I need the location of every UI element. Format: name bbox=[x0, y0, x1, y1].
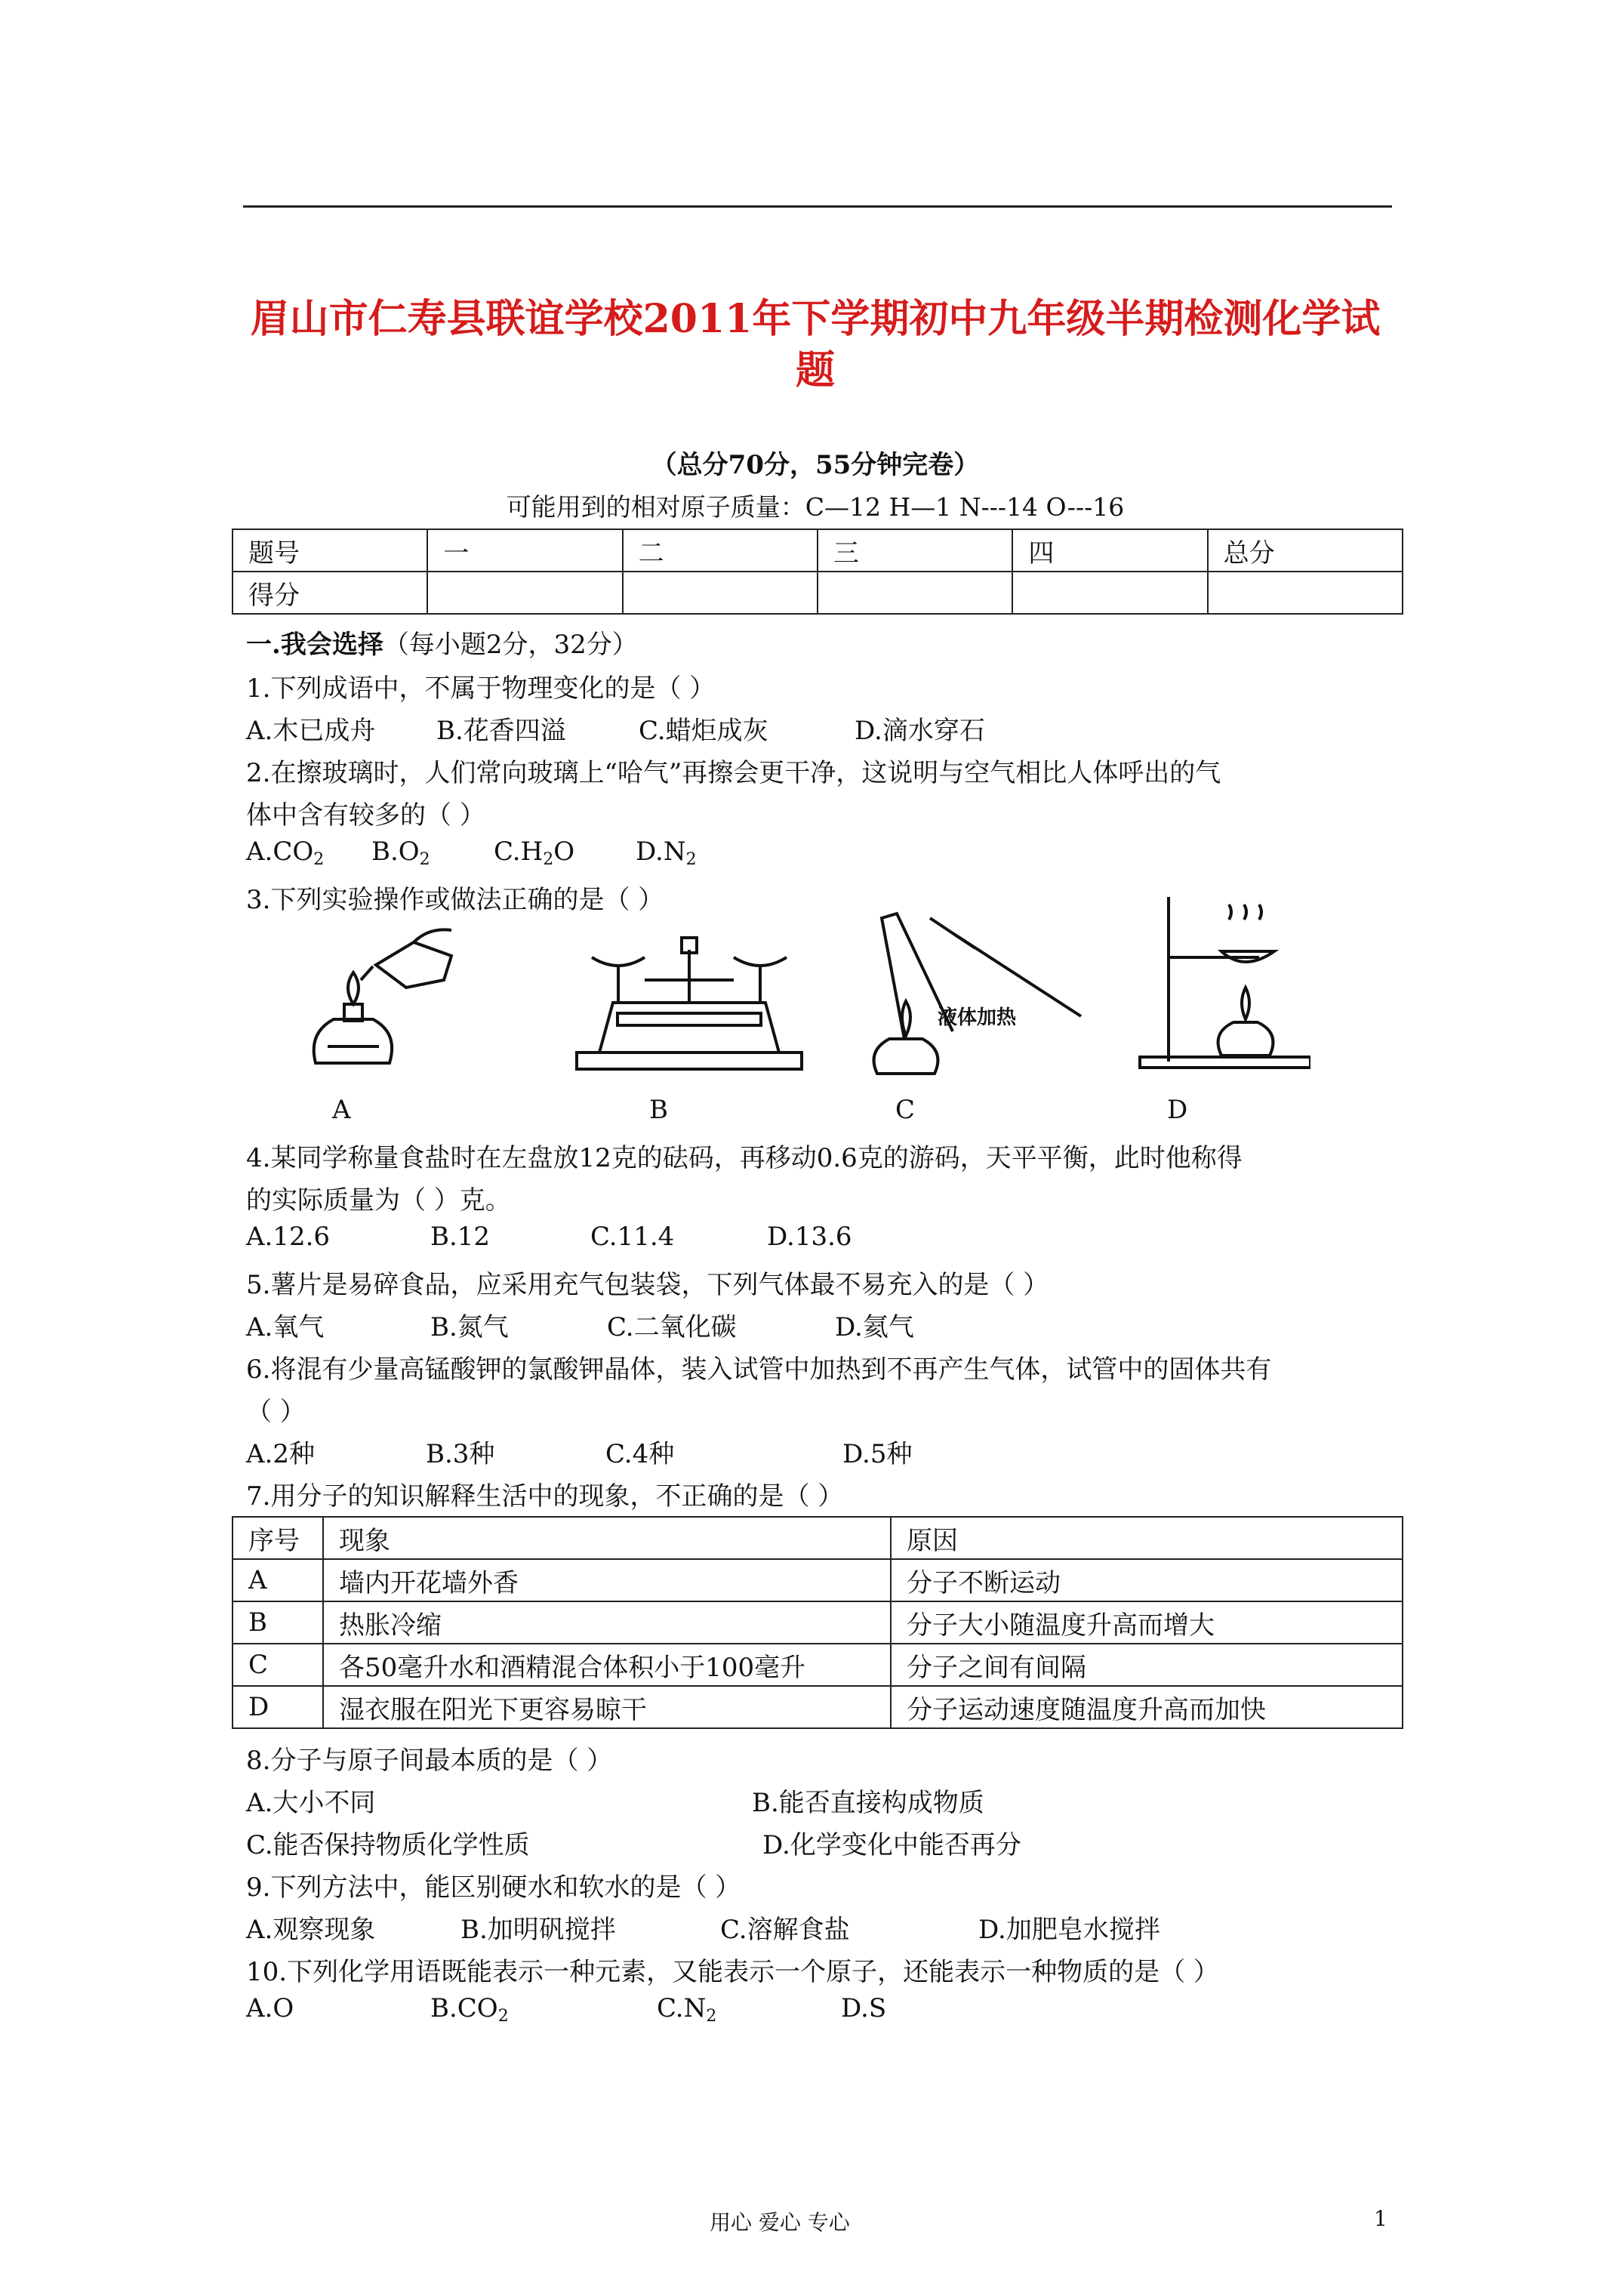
question-2-cont: 体中含有较多的（ ） bbox=[246, 800, 485, 831]
liquid-heating-figure-c bbox=[862, 903, 1089, 1081]
exam-info: （总分70分，55分钟完卷） bbox=[651, 450, 980, 480]
option[interactable]: B.3种 bbox=[426, 1439, 495, 1469]
option[interactable]: D.5种 bbox=[842, 1439, 913, 1469]
option[interactable] bbox=[657, 1993, 716, 2026]
score-table bbox=[232, 529, 1403, 615]
option[interactable]: B.能否直接构成物质 bbox=[752, 1788, 984, 1818]
score-input[interactable] bbox=[1208, 572, 1403, 614]
cell: 二 bbox=[623, 529, 818, 572]
score-input[interactable] bbox=[818, 572, 1012, 614]
q6-options bbox=[246, 1433, 1378, 1469]
option[interactable] bbox=[371, 837, 430, 869]
option[interactable] bbox=[494, 837, 574, 869]
cell: 总分 bbox=[1208, 529, 1403, 572]
cell: 分子运动速度随温度升高而加快 bbox=[891, 1686, 1403, 1728]
cell: B bbox=[233, 1601, 323, 1644]
cell: 四 bbox=[1012, 529, 1207, 572]
option[interactable]: C.4种 bbox=[605, 1439, 675, 1469]
cell: 三 bbox=[818, 529, 1012, 572]
question-1: 1.下列成语中，不属于物理变化的是（ ） bbox=[246, 673, 716, 704]
question-4-cont: 的实际质量为（ ）克。 bbox=[246, 1185, 511, 1216]
option[interactable]: A.2种 bbox=[246, 1439, 315, 1469]
page-number: 1 bbox=[1374, 2206, 1387, 2231]
option-text: A.CO bbox=[246, 837, 314, 867]
question-3: 3.下列实验操作或做法正确的是（ ） bbox=[246, 885, 664, 915]
table-row[interactable] bbox=[233, 1686, 1403, 1728]
option[interactable]: A.观察现象 bbox=[246, 1915, 376, 1945]
subscript: 2 bbox=[685, 850, 697, 869]
cell: C bbox=[233, 1644, 323, 1686]
option[interactable]: A.木已成舟 bbox=[246, 716, 376, 746]
option[interactable]: D.加肥皂水搅拌 bbox=[978, 1915, 1160, 1945]
question-5: 5.薯片是易碎食品，应采用充气包装袋，下列气体最不易充入的是（ ） bbox=[246, 1270, 1049, 1300]
table-header-row bbox=[233, 1517, 1403, 1559]
subscript: 2 bbox=[706, 2007, 717, 2026]
subscript: 2 bbox=[497, 2007, 509, 2026]
score-table-header-row bbox=[233, 529, 1403, 572]
table-row[interactable] bbox=[233, 1644, 1403, 1686]
table-row[interactable] bbox=[233, 1559, 1403, 1601]
cell: A bbox=[233, 1559, 323, 1601]
atomic-masses: 可能用到的相对原子质量：C—12 H—1 N---14 O---16 bbox=[506, 492, 1125, 522]
q1-options bbox=[246, 710, 1378, 746]
option[interactable] bbox=[636, 837, 697, 869]
figure-label-a[interactable]: A bbox=[332, 1095, 351, 1125]
question-7: 7.用分子的知识解释生活中的现象，不正确的是（ ） bbox=[246, 1481, 844, 1512]
score-input[interactable] bbox=[1012, 572, 1207, 614]
option-text: B.CO bbox=[430, 1993, 498, 2023]
cell: 分子不断运动 bbox=[891, 1559, 1403, 1601]
option[interactable]: C.二氧化碳 bbox=[607, 1312, 737, 1342]
q9-options bbox=[246, 1909, 1378, 1945]
q4-options bbox=[246, 1222, 1378, 1255]
option-text: A.O bbox=[246, 1993, 294, 2023]
option[interactable]: A.大小不同 bbox=[246, 1788, 376, 1818]
option[interactable] bbox=[841, 1993, 886, 2023]
option[interactable]: D.滴水穿石 bbox=[855, 716, 985, 746]
option[interactable] bbox=[246, 837, 324, 869]
option[interactable]: D.化学变化中能否再分 bbox=[762, 1830, 1021, 1860]
footer-motto: 用心 爱心 专心 bbox=[710, 2210, 850, 2235]
question-6: 6.将混有少量高锰酸钾的氯酸钾晶体，装入试管中加热到不再产生气体，试管中的固体共有 bbox=[246, 1354, 1272, 1385]
score-input[interactable] bbox=[623, 572, 818, 614]
section-heading bbox=[246, 624, 638, 661]
option[interactable]: D.氦气 bbox=[835, 1312, 914, 1342]
q2-options bbox=[246, 837, 1001, 873]
question-2: 2.在擦玻璃时，人们常向玻璃上“哈气”再擦会更干净，这说明与空气相比人体呼出的气 bbox=[246, 758, 1221, 788]
cell: 现象 bbox=[323, 1517, 891, 1559]
cell: 得分 bbox=[233, 572, 427, 614]
option[interactable]: C.蜡炬成灰 bbox=[639, 716, 768, 746]
q7-table bbox=[232, 1516, 1403, 1729]
option-text: O bbox=[553, 837, 575, 867]
cell: 热胀冷缩 bbox=[323, 1601, 891, 1644]
balance-figure-b bbox=[569, 920, 809, 1075]
q8-options-row2 bbox=[246, 1824, 1378, 1860]
option[interactable]: B.花香四溢 bbox=[436, 716, 566, 746]
cell: 题号 bbox=[233, 529, 427, 572]
question-10: 10.下列化学用语既能表示一种元素，又能表示一个原子，还能表示一种物质的是（ ） bbox=[246, 1957, 1219, 1987]
figure-label-b[interactable]: B bbox=[649, 1095, 668, 1125]
option[interactable] bbox=[430, 1993, 509, 2026]
cell: 原因 bbox=[891, 1517, 1403, 1559]
cell: 墙内开花墙外香 bbox=[323, 1559, 891, 1601]
q8-options-row1 bbox=[246, 1782, 1378, 1818]
subscript: 2 bbox=[313, 850, 325, 869]
q5-options bbox=[246, 1306, 1378, 1342]
cell: 分子大小随温度升高而增大 bbox=[891, 1601, 1403, 1644]
top-rule bbox=[243, 205, 1392, 208]
option-text: C.H bbox=[494, 837, 544, 867]
section-note: （每小题2分，32分） bbox=[383, 630, 638, 660]
cell: 序号 bbox=[233, 1517, 323, 1559]
cell: D bbox=[233, 1686, 323, 1728]
alcohol-lamp-figure-a bbox=[300, 920, 467, 1075]
option[interactable]: C.溶解食盐 bbox=[720, 1915, 850, 1945]
option-text: B.O bbox=[371, 837, 420, 867]
subscript: 2 bbox=[419, 850, 430, 869]
section-title: 一.我会选择 bbox=[246, 630, 383, 660]
option[interactable]: A.12.6 bbox=[246, 1222, 331, 1252]
cell: 湿衣服在阳光下更容易晾干 bbox=[323, 1686, 891, 1728]
option[interactable]: C.11.4 bbox=[590, 1222, 675, 1252]
option[interactable]: D.13.6 bbox=[767, 1222, 852, 1252]
score-input[interactable] bbox=[427, 572, 622, 614]
table-row[interactable] bbox=[233, 1601, 1403, 1644]
option-text: C.N bbox=[657, 1993, 707, 2023]
cell: 分子之间有间隔 bbox=[891, 1644, 1403, 1686]
question-4: 4.某同学称量食盐时在左盘放12克的砝码，再移动0.6克的游码，天平平衡，此时他称得 bbox=[246, 1143, 1243, 1173]
subscript: 2 bbox=[543, 850, 554, 869]
question-9: 9.下列方法中，能区别硬水和软水的是（ ） bbox=[246, 1872, 741, 1903]
q10-options bbox=[246, 1993, 1378, 2029]
iron-stand-figure-d bbox=[1138, 889, 1310, 1071]
question-6-cont: （ ） bbox=[246, 1397, 306, 1427]
score-table-score-row bbox=[233, 572, 1403, 614]
option-text: D.N bbox=[636, 837, 686, 867]
option-text: D.S bbox=[841, 1993, 887, 2023]
option[interactable]: B.12 bbox=[430, 1222, 491, 1252]
figure-c-label: 液体加热 bbox=[938, 1006, 1017, 1028]
option[interactable]: B.氮气 bbox=[430, 1312, 509, 1342]
page-title-cont: 题 bbox=[795, 347, 835, 393]
option[interactable]: B.加明矾搅拌 bbox=[460, 1915, 616, 1945]
cell: 各50毫升水和酒精混合体积小于100毫升 bbox=[323, 1644, 891, 1686]
option[interactable]: A.氧气 bbox=[246, 1312, 325, 1342]
option[interactable]: C.能否保持物质化学性质 bbox=[246, 1830, 530, 1860]
question-8: 8.分子与原子间最本质的是（ ） bbox=[246, 1746, 613, 1776]
cell: 一 bbox=[427, 529, 622, 572]
option[interactable] bbox=[246, 1993, 294, 2023]
figure-label-c[interactable]: C bbox=[895, 1095, 916, 1125]
figure-label-d[interactable]: D bbox=[1167, 1095, 1188, 1125]
page-title: 眉山市仁寿县联谊学校2011年下学期初中九年级半期检测化学试 bbox=[250, 296, 1381, 342]
